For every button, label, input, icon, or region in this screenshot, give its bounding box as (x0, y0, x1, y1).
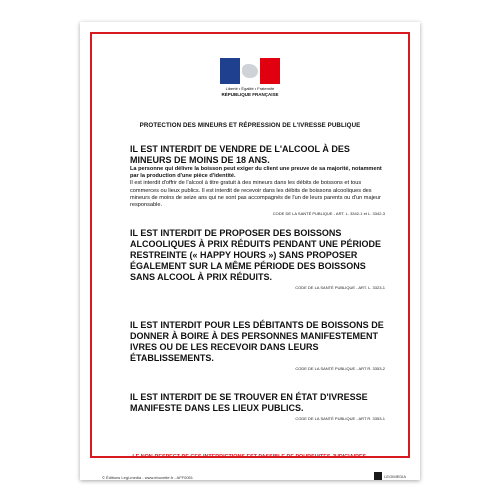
penalty-notice: LE NON-RESPECT DE CES INTERDICTIONS EST PASSIBLE DE POURSUITES JUDICIAIRES. (132, 454, 368, 460)
section-public-drunkenness (130, 392, 385, 422)
section-minors (130, 144, 385, 217)
logo-republic-text: RÉPUBLIQUE FRANÇAISE (221, 92, 279, 97)
footer-copyright: © Éditions Legi-media - www.ebuvette.fr - AFF0051 (102, 475, 193, 480)
section-happy-hours (130, 228, 385, 291)
section-heading: IL EST INTERDIT DE PROPOSER DES BOISSONS ALCOOLIQUES À PRIX RÉDUITS PENDANT UNE PÉRIODE RESTREINTE (« HAPPY HOURS ») SANS PROPOSER ÉGALEMENT SUR LA MÊME PÉRIODE DES BOISSONS SANS ALCOOL À PRIX RÉDUITS. (130, 228, 382, 282)
section-reference: CODE DE LA SANTÉ PUBLIQUE - ART. L. 3323-1 (295, 285, 385, 290)
section-text: Il est interdit d'offrir de l'alcool à titre gratuit à des mineurs dans les débits de boissons et tous commerces ou lieux publics. Il est interdit de recevoir dans les débits de boissons alcooliques des mineurs de moins de seize ans qui ne sont pas accompagnés de l'un de leurs parents ou d'un majeur responsable. (130, 180, 381, 209)
brand-logo-icon (374, 472, 382, 480)
poster-sheet (80, 22, 420, 480)
marianne-flag-icon (220, 58, 280, 84)
brand-name: LEGIMEDIA (384, 473, 406, 479)
section-reference: CODE DE LA SANTÉ PUBLIQUE - ART R. 3353-2 (295, 366, 385, 371)
page-title: PROTECTION DES MINEURS ET RÉPRESSION DE L'IVRESSE PUBLIQUE (139, 122, 361, 129)
section-bold-text: La personne qui délivre la boisson peut exiger du client une preuve de sa majorité, notamment par la production d'une pièce d'identité. (130, 166, 382, 180)
section-heading: IL EST INTERDIT POUR LES DÉBITANTS DE BOISSONS DE DONNER À BOIRE À DES PERSONNES MANIFESTEMENT IVRES OU DE LES RECEVOIR DANS LEURS ÉTABLISSEMENTS. (130, 320, 384, 363)
section-heading: IL EST INTERDIT DE SE TROUVER EN ÉTAT D'IVRESSE MANIFESTE DANS LES LIEUX PUBLICS. (130, 392, 368, 413)
section-heading: IL EST INTERDIT DE VENDRE DE L'ALCOOL À DES MINEURS DE MOINS DE 18 ANS. (130, 144, 350, 165)
section-reference: CODE DE LA SANTÉ PUBLIQUE - ART. L. 3342-1 et L. 3342-3 (272, 211, 385, 217)
section-drunk-customers (130, 320, 385, 372)
section-reference: CODE DE LA SANTÉ PUBLIQUE - ART R. 3353-1 (295, 416, 385, 421)
publisher-brand (374, 472, 406, 480)
republic-logo (215, 58, 285, 104)
logo-motto: Liberté • Égalité • Fraternité (225, 86, 275, 91)
